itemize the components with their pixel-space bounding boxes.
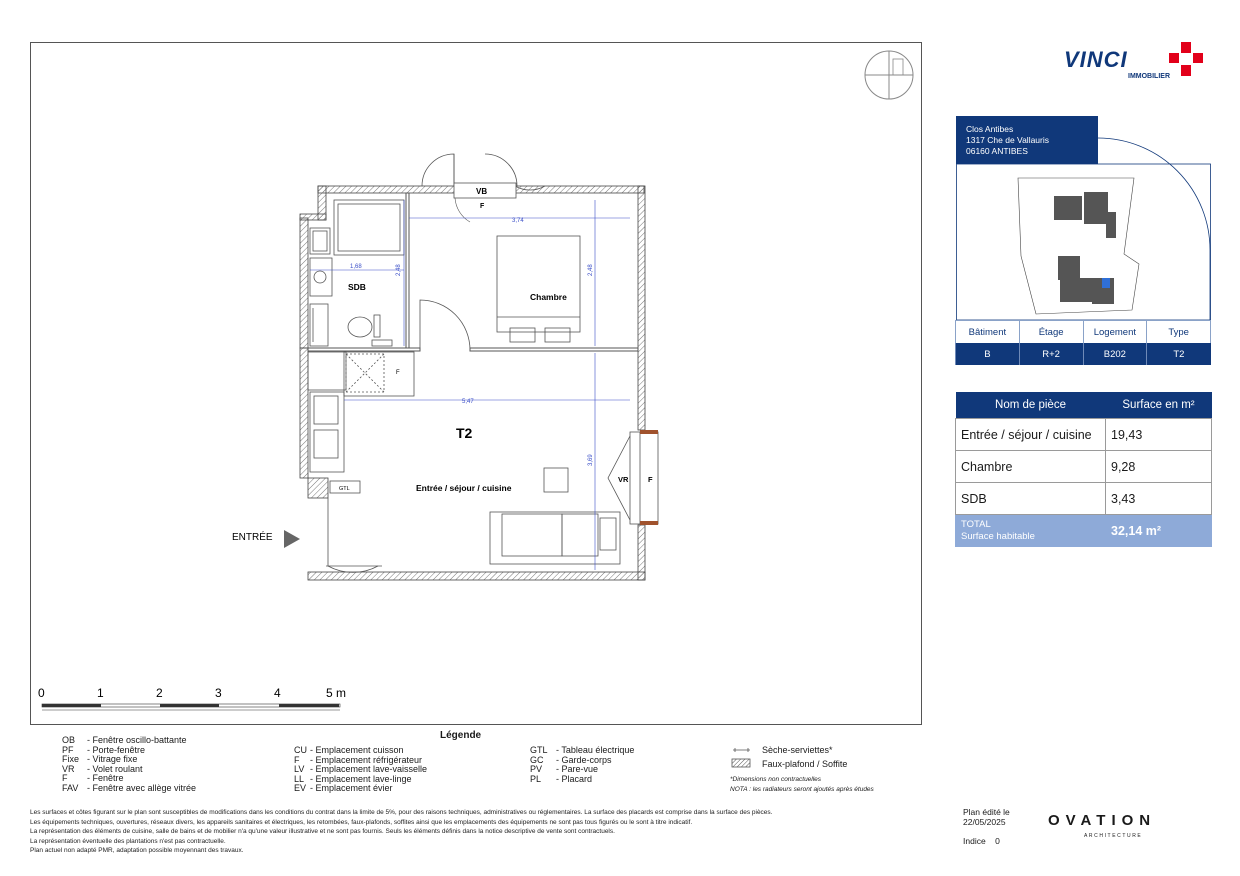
edit-date-value: 22/05/2025 (963, 816, 1006, 827)
disclaimer-line: La représentation des éléments de cuisine, salle de bains et de mobilier n'a qu'une valeur illustrative et ne sont pas fournis. Seuls les éléments définis dans la notice descriptive de vente sont contractuels. (30, 828, 615, 836)
entrance-door (328, 498, 378, 572)
legend-column (294, 746, 427, 794)
svg-text:IMMOBILIER: IMMOBILIER (1128, 73, 1170, 80)
legend-item: VR - Volet roulant (62, 763, 143, 774)
disclaimer-line: Les surfaces et côtes figurant sur le plan sont susceptibles de modifications dans les conditions du contrat dans la limite de 5%, pour des raisons techniques, administratives ou réglementaires. La surface des placards est comprise dans la surface des pièces. (30, 809, 773, 816)
disclaimer (30, 808, 930, 856)
vb-tag: VB (476, 187, 488, 196)
sofa (490, 512, 620, 564)
dimension-label: 2,48 (396, 264, 402, 276)
indice: Indice 0 (963, 836, 1000, 846)
scale-tick: 3 (215, 686, 222, 700)
edit-date (963, 808, 1010, 827)
legend-item: EV - Emplacement évier (294, 783, 393, 794)
room-name: SDB (956, 483, 1106, 515)
apartment-type-label: T2 (456, 425, 473, 441)
info-header: Bâtiment (956, 321, 1020, 344)
vr-tag: VR (618, 475, 629, 484)
legend-column (62, 736, 196, 794)
north-arrow-icon (865, 51, 913, 99)
info-value: R+2 (1019, 343, 1083, 365)
bed (497, 236, 580, 342)
info-value: T2 (1147, 343, 1211, 365)
scale-tick: 1 (97, 686, 104, 700)
location-city: 06160 ANTIBES (966, 146, 1028, 156)
legend-title: Légende (440, 730, 482, 741)
table-row (956, 419, 1212, 451)
legend-item: FAV - Fenêtre avec allège vitrée (62, 782, 197, 793)
room-label-sejour: Entrée / séjour / cuisine (416, 483, 512, 493)
room-surface: 3,43 (1106, 483, 1212, 515)
legend-item: LV - Emplacement lave-vaisselle (294, 764, 428, 775)
dimension-label: 3,69 (588, 454, 594, 466)
legend-seche-serviettes: Sèche-serviettes* (762, 745, 833, 755)
disclaimer-line: Les équipements techniques, ouvertures, réseaux divers, les appareils sanitaires et électriques, les retombées, faux-plafonds, soffites ainsi que les emplacements des équipements ne sont pas tous figurés ou le sont à titre indicatif. (30, 818, 693, 826)
rooms-header: Nom de pièce (956, 392, 1106, 419)
info-table (955, 320, 1211, 365)
f-top-tag: F (480, 203, 485, 210)
dimension-label: 2,48 (588, 264, 594, 276)
legend-item: LL - Emplacement lave-linge (294, 773, 412, 784)
room-surface: 19,43 (1106, 419, 1212, 451)
table-row (956, 483, 1212, 515)
edit-date-label: Plan édité le (963, 807, 1010, 817)
legend-column (530, 746, 634, 784)
total-label: TOTAL (961, 518, 991, 530)
hatch-swatch-icon (732, 759, 750, 767)
disclaimer-line: Plan actuel non adapté PMR, adaptation possible moyennant des travaux. (30, 847, 244, 855)
location-street: 1317 Che de Vallauris (966, 135, 1050, 145)
f-right-tag: F (648, 475, 653, 484)
legend-symbols (730, 744, 760, 770)
room-label-chambre: Chambre (530, 292, 567, 302)
legend-faux-plafond: Faux-plafond / Soffite (762, 759, 848, 769)
note-radiateurs: NOTA : les radiateurs seront ajoutés après études (730, 786, 874, 793)
location-box (956, 116, 1098, 164)
legend-item: GC - Garde-corps (530, 754, 612, 765)
info-value: B202 (1083, 343, 1147, 365)
entrance-label: ENTRÉE (232, 532, 273, 543)
dimension-label: 1,68 (350, 264, 362, 270)
door-sdb (420, 300, 470, 350)
rooms-table (955, 392, 1212, 547)
ovation-subtitle: ARCHITECTURE (1084, 833, 1143, 839)
dimension-label: 5,47 (462, 399, 474, 405)
gtl-tag: GTL (339, 486, 350, 492)
info-header: Type (1147, 321, 1211, 344)
shower (334, 200, 404, 255)
legend-item: CU - Emplacement cuisson (294, 745, 404, 755)
exterior-walls (300, 186, 645, 580)
legend-item: Fixe - Vitrage fixe (62, 754, 138, 765)
vinci-plus-icon (1169, 42, 1203, 76)
legend-item: GTL - Tableau électrique (530, 745, 635, 755)
info-header: Logement (1083, 321, 1147, 344)
room-surface: 9,28 (1106, 451, 1212, 483)
legend-item: PV - Pare-vue (530, 764, 599, 775)
building-a (1054, 192, 1116, 238)
scale-bar (42, 704, 340, 710)
info-header: Étage (1019, 321, 1083, 344)
towel-rail-icon (733, 748, 750, 752)
f-kitchen-tag: F (396, 370, 400, 376)
room-name: Entrée / séjour / cuisine (956, 419, 1106, 451)
scale-tick: 4 (274, 686, 281, 700)
scale-tick: 2 (156, 686, 163, 700)
scale-tick: 5 m (326, 686, 347, 700)
entrance-arrow-icon (284, 530, 300, 548)
legend-item: PL - Placard (530, 773, 593, 784)
legend-item: OB - Fenêtre oscillo-battante (62, 735, 187, 745)
table-row (956, 451, 1212, 483)
legend-item: PF - Porte-fenêtre (62, 744, 146, 755)
total-value: 32,14 m² (1106, 515, 1212, 547)
coffee-table (544, 468, 568, 492)
ovation-logo: OVATION (1048, 812, 1157, 829)
location-name: Clos Antibes (966, 124, 1014, 134)
note-dimensions: *Dimensions non contractuelles (730, 776, 822, 783)
dimension-label: 3,74 (512, 218, 524, 224)
legend-item: F - Fenêtre (62, 773, 124, 784)
room-label-sdb: SDB (348, 282, 366, 292)
room-name: Chambre (956, 451, 1106, 483)
svg-text:VINCI: VINCI (1064, 47, 1128, 72)
total-row (956, 515, 1212, 547)
info-value: B (956, 343, 1020, 365)
total-sub-label: Surface habitable (961, 530, 1035, 542)
dimension-lines (310, 200, 630, 570)
rooms-header: Surface en m² (1106, 392, 1212, 419)
vinci-logo (1062, 40, 1207, 82)
disclaimer-line: La représentation éventuelle des plantations n'est pas contractuelle. (30, 837, 226, 845)
scale-tick: 0 (38, 686, 45, 700)
legend-item: F - Emplacement réfrigérateur (294, 754, 423, 765)
unit-highlight (1102, 278, 1110, 288)
